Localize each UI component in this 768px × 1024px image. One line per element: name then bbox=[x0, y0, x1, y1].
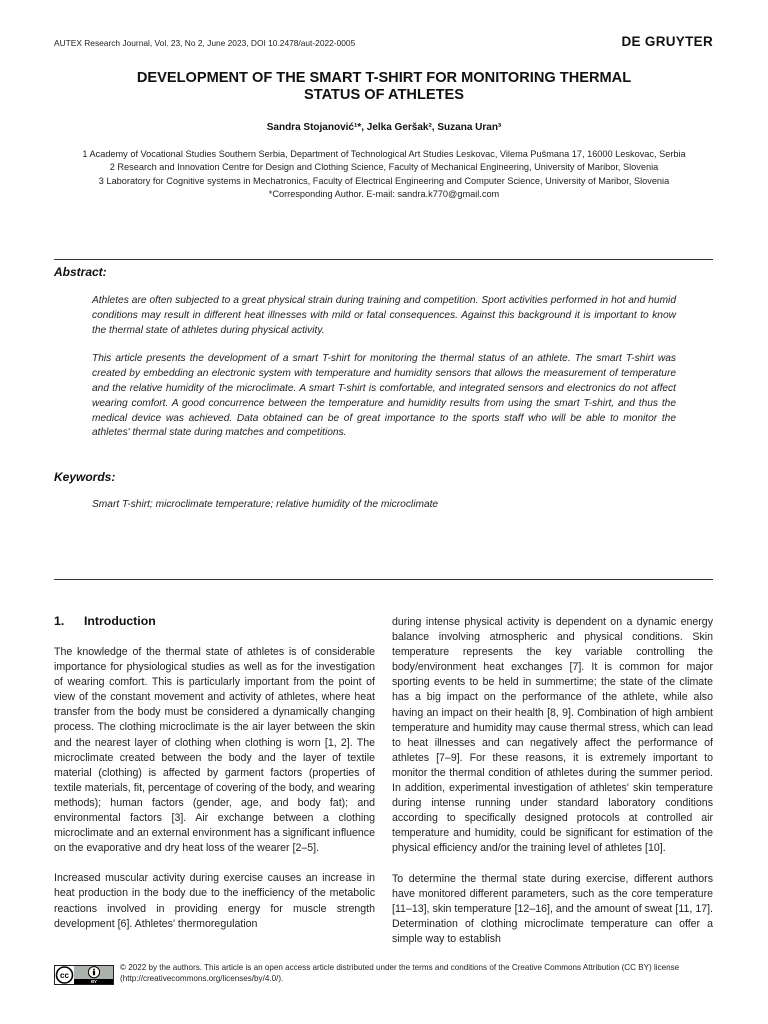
affiliation-2: 2 Research and Innovation Centre for Design and Clothing Science, Faculty of Mechanical Engineering, University of Maribor, Slovenia bbox=[109, 162, 659, 173]
paper-title bbox=[54, 70, 714, 104]
body-paragraph: To determine the thermal state during exercise, different authors have monitored different parameters, such as the core temperature [11–13], skin temperature [12–16], and the amount of sweat [11, 17]. Determination of clothing microclimate temperature can offer a simple way to establish bbox=[392, 872, 713, 945]
svg-text:BY: BY bbox=[91, 979, 97, 985]
abstract-body bbox=[92, 294, 676, 455]
svg-text:cc: cc bbox=[60, 970, 69, 980]
introduction-heading bbox=[54, 614, 156, 628]
abstract-heading: Abstract: bbox=[54, 265, 107, 279]
author-list: Sandra Stojanović¹*, Jelka Geršak², Suzana Uran³ bbox=[266, 122, 502, 133]
keywords-heading: Keywords: bbox=[54, 470, 116, 484]
affiliations bbox=[54, 148, 714, 201]
abstract-paragraph: Athletes are often subjected to a great physical strain during training and competition. Sport activities performed in hot and humid conditions may result in different heat illnesses with mild or fatal consequences. Against this background it is important to know the thermal state of athletes during physical activity. bbox=[92, 295, 676, 336]
keywords-text: Smart T-shirt; microclimate temperature; relative humidity of the microclimate bbox=[92, 499, 439, 510]
affiliation-1: 1 Academy of Vocational Studies Southern Serbia, Department of Technological Art Studies Leskovac, Vilema Pušmana 17, 16000 Leskovac, Serbia bbox=[82, 149, 686, 159]
journal-citation: AUTEX Research Journal, Vol. 23, No 2, June 2023, DOI 10.2478/aut-2022-0005 bbox=[54, 38, 356, 48]
left-column bbox=[54, 645, 375, 947]
right-column bbox=[392, 615, 713, 962]
license-text: © 2022 by the authors. This article is an open access article distributed under the terms and conditions of the Creative Commons Attribution (CC BY) license bbox=[120, 963, 680, 972]
abstract-paragraph: This article presents the development of a smart T-shirt for monitoring the thermal status of an athlete. The smart T-shirt was created by embedding an electronic system with temperature and humidity sensors that allows the measurement of temperature and the relative humidity of the microclimate. A smart T-shirt is comfortable, and integrated sensors and electronics do not affect wearing comfort. A good concurrence between the temperature and humidity results from using the smart T-shirt, and thus the medical device was achieved. Data obtained can be of great importance to the sports staff who will be able to monitor the athletes' thermal state during matches and competitions. bbox=[92, 353, 676, 439]
corresponding-author: *Corresponding Author. E-mail: sandra.k770@gmail.com bbox=[268, 188, 500, 199]
body-paragraph: Increased muscular activity during exercise causes an increase in heat production in the body due to the inefficiency of the metabolic reactions involved in providing energy for muscle strength development [6]. Athletes' thermoregulation bbox=[54, 872, 375, 930]
divider-top bbox=[54, 259, 713, 260]
title-line-1: DEVELOPMENT OF THE SMART T-SHIRT FOR MONITORING THERMAL bbox=[136, 70, 632, 86]
divider-bottom bbox=[54, 579, 713, 580]
section-number: 1. bbox=[54, 614, 65, 628]
license-url[interactable]: (http://creativecommons.org/licenses/by/4.0/). bbox=[120, 973, 284, 983]
license-notice bbox=[120, 963, 720, 985]
publisher-logo: DE GRUYTER bbox=[621, 34, 713, 49]
cc-by-badge-graphic bbox=[54, 965, 114, 985]
body-paragraph: The knowledge of the thermal state of athletes is of considerable importance for physiological studies as well as for the investigation of wearing comfort. This is particularly important from the point of view of the constant movement and activity of athletes, where heat transfer from the body must be considered a dynamically changing process. The clothing microclimate is the air layer between the skin and the nearest layer of clothing when clothing is worn [1, 2]. The microclimate created between the body and the layer of textile material (clothing) is affected by garment factors (properties of textile materials, fit, percentage of covering of the body, and wearing methods); human factors (gender, age, and body fat); and environmental factors [3]. Air exchange between a clothing microclimate and an external environment has a significant influence on the evaporative and dry heat loss of the wearer [2–5]. bbox=[54, 646, 375, 855]
affiliation-3: 3 Laboratory for Cognitive systems in Mechatronics, Faculty of Electrical Engineering and Computer Science, University of Maribor, Slovenia bbox=[98, 175, 670, 186]
cc-by-license-icon bbox=[54, 965, 114, 985]
title-line-2: STATUS OF ATHLETES bbox=[304, 87, 464, 103]
body-paragraph: during intense physical activity is dependent on a dynamic energy balance involving atmospheric and physical conditions. Skin temperature represents the key variable controlling the body/environment heat exchanges [7]. It is common for major sporting events to be held in summertime; the state of the climate has a big impact on the performance of the athlete, while also having an impact on their health [8, 9]. Combination of high ambient temperature and humidity may cause thermal stress, which can lead to heat illnesses and can negatively affect the performance of athletes [7–9]. For these reasons, it is extremely important to monitor the thermal condition of athletes during the summer period. In addition, experimental investigation of athletes' skin temperature during intense running under standard laboratory conditions according to specifically designed protocols at controlled air temperature and humidity, could be significant for estimation of the physical efficiency and/or the training level of athletes [10]. bbox=[392, 616, 713, 855]
section-title: Introduction bbox=[84, 614, 156, 628]
